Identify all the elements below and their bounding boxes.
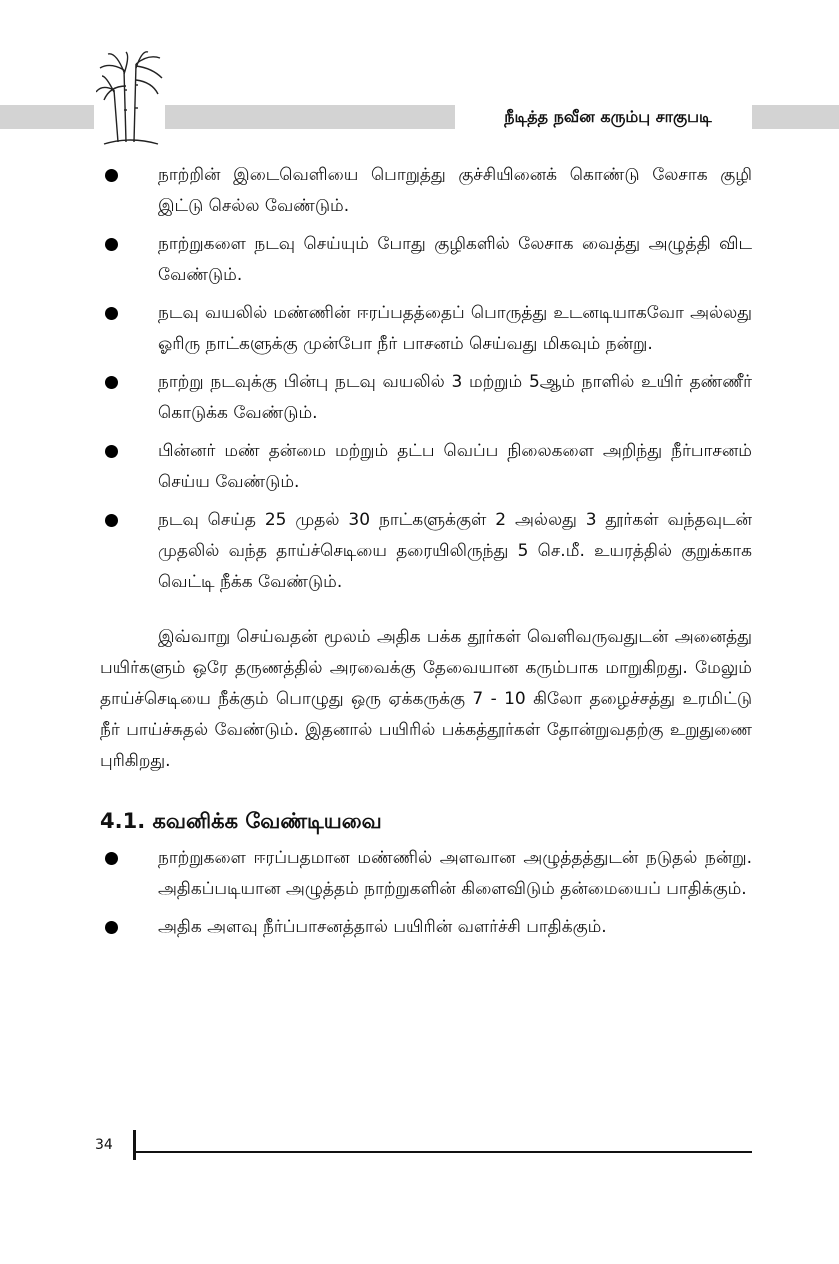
bullet-icon: [105, 307, 118, 320]
header-band-middle: [165, 105, 455, 129]
footer-divider-tick: [133, 1130, 136, 1160]
body-paragraph: இவ்வாறு செய்வதன் மூலம் அதிக பக்க தூர்கள் வெளிவருவதுடன் அனைத்து பயிர்களும் ஒரே தருணத்தில் அரவைக்கு தேவையான கரும்பாக மாறுகிறது. மேலும் தாய்ச்செடியை நீக்கும் பொழுது ஒரு ஏக்கருக்கு 7 - 10 கிலோ தழைச்சத்து உரமிட்டு நீர் பாய்ச்சுதல் வேண்டும். இதனால் பயிரில் பக்கத்தூர்கள் தோன்றுவதற்கு உறுதுணை புரிகிறது.: [100, 627, 752, 771]
header-band-right: [752, 105, 839, 129]
bullet-icon: [105, 514, 118, 527]
list-item: [100, 505, 752, 598]
list-item-text: நடவு செய்த 25 முதல் 30 நாட்களுக்குள் 2 அல்லது 3 தூர்கள் வந்தவுடன் முதலில் வந்த தாய்ச்செடியை தரையிலிருந்து 5 செ.மீ. உயரத்தில் குறுக்காக வெட்டி நீக்க வேண்டும்.: [158, 510, 752, 592]
bullet-icon: [105, 445, 118, 458]
list-item: [100, 229, 752, 291]
header-band-left: [0, 105, 94, 129]
list-item-text: நடவு வயலில் மண்ணின் ஈரப்பதத்தைப் பொருத்து உடனடியாகவோ அல்லது ஓரிரு நாட்களுக்கு முன்போ நீர் பாசனம் செய்வது மிகவும் நன்று.: [158, 303, 752, 354]
bullet-icon: [105, 169, 118, 182]
list-item: [100, 298, 752, 360]
list-item: [100, 160, 752, 222]
bullet-icon: [105, 238, 118, 251]
sugarcane-plant-icon: [96, 50, 164, 148]
footer-rule: [136, 1151, 752, 1153]
bullet-list-top: [100, 160, 752, 598]
list-item-text: நாற்றுகளை ஈரப்பதமான மண்ணில் அளவான அழுத்தத்துடன் நடுதல் நன்று. அதிகப்படியான அழுத்தம் நாற்றுகளின் கிளைவிடும் தன்மையைப் பாதிக்கும்.: [158, 848, 752, 899]
bullet-list-section: [100, 843, 752, 943]
bullet-icon: [105, 852, 118, 865]
list-item-text: நாற்றின் இடைவெளியை பொறுத்து குச்சியினைக் கொண்டு லேசாக குழி இட்டு செல்ல வேண்டும்.: [158, 165, 752, 216]
list-item-text: அதிக அளவு நீர்ப்பாசனத்தால் பயிரின் வளர்ச்சி பாதிக்கும்.: [158, 917, 607, 937]
section-heading: 4.1. கவனிக்க வேண்டியவை: [100, 809, 382, 833]
list-item-text: பின்னர் மண் தன்மை மற்றும் தட்ப வெப்ப நிலைகளை அறிந்து நீர்பாசனம் செய்ய வேண்டும்.: [158, 441, 752, 492]
list-item: [100, 912, 752, 943]
list-item: [100, 367, 752, 429]
page-content: [100, 160, 752, 950]
list-item-text: நாற்று நடவுக்கு பின்பு நடவு வயலில் 3 மற்றும் 5ஆம் நாளில் உயிர் தண்ணீர் கொடுக்க வேண்டும்.: [158, 372, 752, 423]
page-number: 34: [95, 1137, 113, 1153]
list-item: [100, 843, 752, 905]
bullet-icon: [105, 376, 118, 389]
list-item-text: நாற்றுகளை நடவு செய்யும் போது குழிகளில் லேசாக வைத்து அழுத்தி விட வேண்டும்.: [158, 234, 752, 285]
list-item: [100, 436, 752, 498]
running-title: நீடித்த நவீன கரும்பு சாகுபடி: [504, 107, 712, 126]
bullet-icon: [105, 921, 118, 934]
